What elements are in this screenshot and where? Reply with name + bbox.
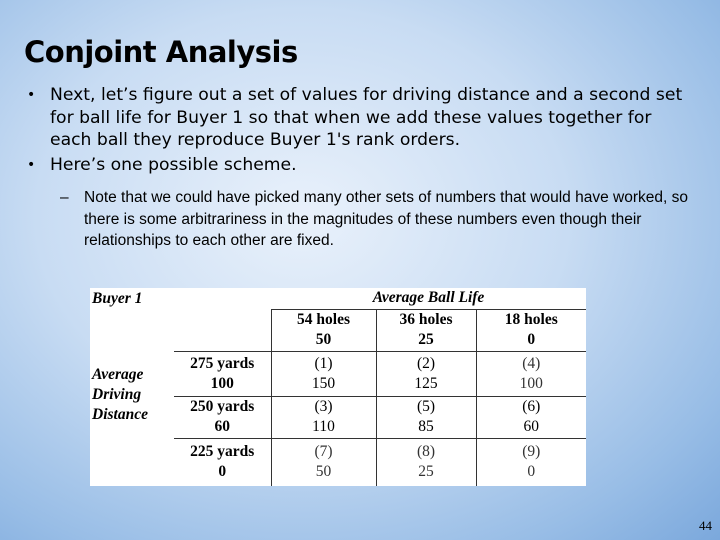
column-group-label: Average Ball Life [271, 288, 586, 309]
bullet-text: Next, let’s figure out a set of values for driving distance and a second set for ball life for Buyer 1 so that when we add these values together for each ball they reproduce Buyer 1's rank orders. [50, 85, 683, 150]
table-cell: (5) 85 [376, 396, 476, 438]
bullet-text: Here’s one possible scheme. [50, 154, 297, 175]
table-cell: (4) 100 [476, 351, 586, 396]
bullet-dot-icon: • [27, 87, 36, 103]
table-header-row [90, 288, 586, 309]
sub-bullet-list [60, 187, 690, 252]
table-column-header-row [90, 309, 586, 351]
bullet-list [24, 84, 694, 178]
bullet-item [24, 84, 694, 152]
table-cell: (9) 0 [476, 438, 586, 486]
sub-bullet-text: Note that we could have picked many other sets of numbers that would have worked, so there is some arbitrariness in the magnitudes of these numbers even though their relationships to each other are fixed. [84, 189, 688, 249]
row-header: 225 yards 0 [190, 443, 255, 481]
ranking-table-panel [90, 288, 586, 486]
row-header: 250 yards 60 [174, 396, 271, 438]
table-cell: (2) 125 [376, 351, 476, 396]
page-number: 44 [699, 518, 712, 533]
row-group-label: Average Driving Distance [92, 365, 148, 423]
table-cell: (6) 60 [476, 396, 586, 438]
column-header: 18 holes 0 [476, 309, 586, 351]
table-cell: (1) 150 [271, 351, 376, 396]
slide-title: Conjoint Analysis [24, 35, 298, 69]
column-header: 54 holes 50 [271, 309, 376, 351]
table-cell: (3) 110 [271, 396, 376, 438]
table-cell: (8) 25 [376, 438, 476, 486]
sub-bullet-item [60, 187, 690, 252]
table-row [90, 438, 586, 486]
table-cell: (7) 50 [271, 438, 376, 486]
ranking-table [90, 288, 586, 486]
buyer-label: Buyer 1 [92, 289, 143, 307]
column-header: 36 holes 25 [376, 309, 476, 351]
bullet-item [24, 154, 694, 177]
table-row [90, 351, 586, 396]
bullet-dot-icon: • [27, 156, 36, 173]
dash-icon: – [60, 189, 69, 206]
row-header: 275 yards 100 [174, 351, 271, 396]
